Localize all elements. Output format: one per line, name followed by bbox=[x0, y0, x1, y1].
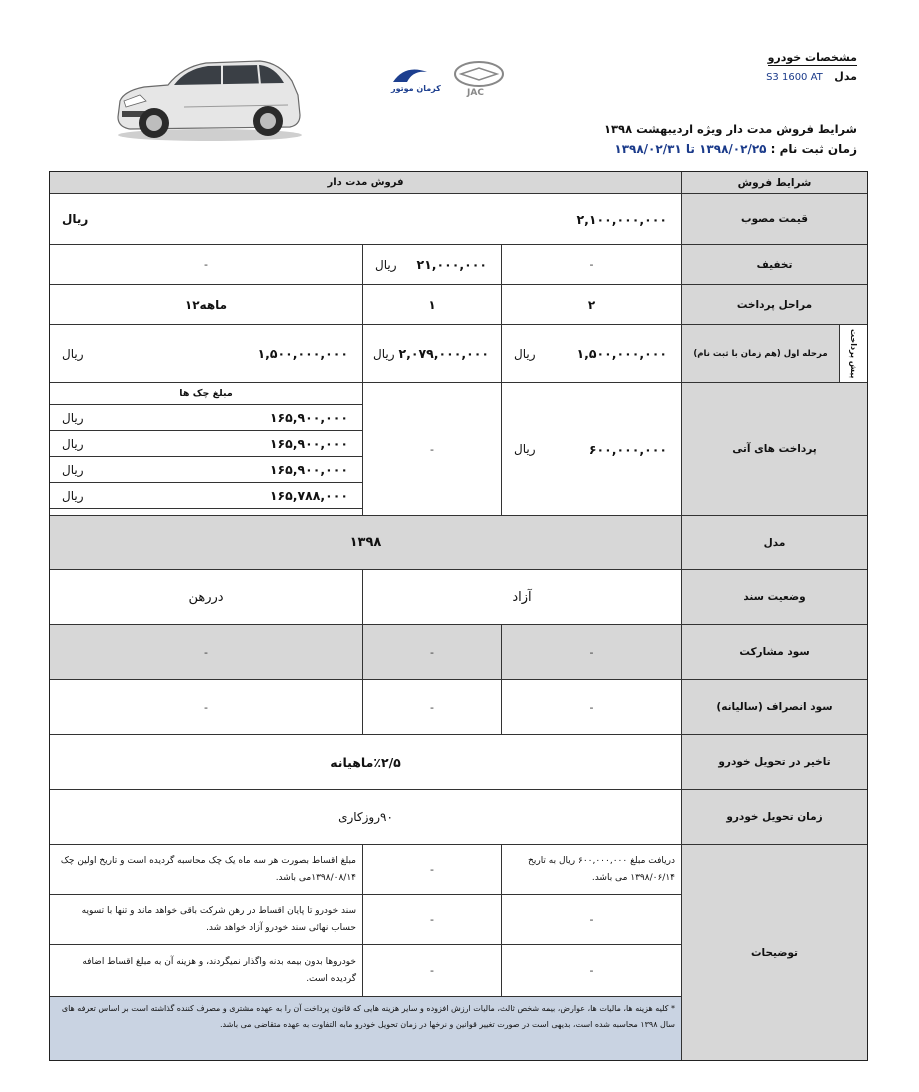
delivery-label: زمان تحویل خودرو bbox=[682, 790, 867, 845]
discount-c2 bbox=[363, 245, 502, 285]
note-1-c3: دریافت مبلغ ۶۰۰,۰۰۰,۰۰۰ ریال به تاریخ ۱۳۹۸/۰۶/۱۴ می باشد. bbox=[502, 845, 682, 895]
discount-c2-currency: ریال bbox=[375, 257, 397, 272]
cheque-row-2 bbox=[50, 431, 363, 457]
cheque-row-3 bbox=[50, 457, 363, 483]
discount-c3: - bbox=[502, 245, 682, 285]
stages-label: مراحل پرداخت bbox=[682, 285, 867, 325]
future-label: پرداخت های آتی bbox=[682, 383, 867, 516]
stages-c3: ۲ bbox=[502, 285, 682, 325]
header-sale-conditions: شرایط فروش bbox=[682, 172, 867, 194]
cheque-row-4 bbox=[50, 483, 363, 509]
sale-conditions-header bbox=[604, 122, 857, 156]
cheque-2-currency: ریال bbox=[62, 436, 84, 451]
brand-logos bbox=[387, 58, 507, 102]
withdrawal-c2: - bbox=[363, 680, 502, 735]
withdrawal-label: سود انصراف (سالیانه) bbox=[682, 680, 867, 735]
first-stage-label: مرحله اول (هم زمان با ثبت نام) bbox=[682, 325, 840, 383]
cheque-2-value: ۱۶۵,۹۰۰,۰۰۰ bbox=[269, 436, 348, 451]
delivery-value: ۹۰روزکاری bbox=[50, 790, 682, 845]
delay-value: ٪۲/۵ماهیانه bbox=[50, 735, 682, 790]
conditions-title: شرایط فروش مدت دار ویژه اردیبهشت ۱۳۹۸ bbox=[604, 122, 857, 136]
withdrawal-c3: - bbox=[502, 680, 682, 735]
spec-header bbox=[766, 46, 857, 83]
participation-label: سود مشارکت bbox=[682, 625, 867, 680]
price-currency: ریال bbox=[62, 212, 89, 226]
discount-label: تخفیف bbox=[682, 245, 867, 285]
first-stage-c3-currency: ریال bbox=[514, 346, 536, 361]
first-stage-c2-currency: ریال bbox=[373, 346, 395, 361]
discount-c1: - bbox=[50, 245, 363, 285]
cheque-1-currency: ریال bbox=[62, 410, 84, 425]
logo-graphics bbox=[387, 58, 507, 102]
delay-label: تاخیر در تحویل خودرو bbox=[682, 735, 867, 790]
first-stage-c1 bbox=[50, 325, 363, 383]
document-c1: دررهن bbox=[50, 570, 363, 625]
document-c2: آزاد bbox=[363, 570, 682, 625]
jac-logo-text: JAC bbox=[467, 88, 484, 98]
future-c2: - bbox=[363, 383, 502, 516]
price-cell bbox=[50, 194, 682, 245]
note-2-c2: - bbox=[363, 895, 502, 945]
stages-c1: ۱۲ماهه bbox=[50, 285, 363, 325]
notes-label: توضیحات bbox=[682, 845, 867, 1060]
discount-c2-value: ۲۱,۰۰۰,۰۰۰ bbox=[416, 257, 487, 272]
footer-note: * کلیه هزینه ها، مالیات ها، عوارض، بیمه شخص ثالث، مالیات ارزش افزوده و سایر هزینه هایی که قانون پرداخت آن را به عهده مشتری و مصرف کننده گذاشته است بر اساس تعرفه های سال ۱۳۹۸ محاسبه شده است، بدیهی است در صورت تغییر قوانین و نرخها در زمان تحویل خودرو مابه التفاوت به عهده متقاضی می باشد. bbox=[50, 997, 682, 1060]
sales-table bbox=[49, 171, 868, 1061]
model-value: S3 1600 AT bbox=[766, 72, 823, 83]
registration-dates: ۱۳۹۸/۰۲/۲۵ تا ۱۳۹۸/۰۲/۳۱ bbox=[614, 142, 767, 156]
spec-title: مشخصات خودرو bbox=[767, 51, 857, 64]
participation-c2: - bbox=[363, 625, 502, 680]
first-stage-c2 bbox=[363, 325, 502, 383]
prepayment-side-label: پیش پرداخت bbox=[849, 328, 858, 379]
note-1-c2: - bbox=[363, 845, 502, 895]
dealer-logo-text: کرمان موتور bbox=[391, 84, 441, 93]
withdrawal-c1: - bbox=[50, 680, 363, 735]
cheques-title: مبلغ چک ها bbox=[50, 383, 363, 405]
note-2-c3: - bbox=[502, 895, 682, 945]
cheque-4-currency: ریال bbox=[62, 488, 84, 503]
note-3-c3: - bbox=[502, 945, 682, 997]
note-3-c2: - bbox=[363, 945, 502, 997]
cheque-1-value: ۱۶۵,۹۰۰,۰۰۰ bbox=[269, 410, 348, 425]
cheque-4-value: ۱۶۵,۷۸۸,۰۰۰ bbox=[269, 488, 348, 503]
model-label: مدل bbox=[834, 70, 857, 83]
future-c3 bbox=[502, 383, 682, 516]
first-stage-c3 bbox=[502, 325, 682, 383]
cheque-3-value: ۱۶۵,۹۰۰,۰۰۰ bbox=[269, 462, 348, 477]
prepayment-side-cell bbox=[840, 325, 867, 383]
note-3-c1: خودروها بدون بیمه بدنه واگذار نمیگردند، و هزینه آن به مبلغ اقساط اضافه گردیده است. bbox=[50, 945, 363, 997]
model-row bbox=[766, 70, 857, 83]
price-value: ۲,۱۰۰,۰۰۰,۰۰۰ bbox=[576, 211, 667, 227]
future-c3-value: ۶۰۰,۰۰۰,۰۰۰ bbox=[588, 441, 667, 457]
model-year-label: مدل bbox=[682, 516, 867, 570]
header-installment-sale: فروش مدت دار bbox=[50, 172, 682, 194]
future-c3-currency: ریال bbox=[514, 442, 536, 456]
cheque-row-1 bbox=[50, 405, 363, 431]
note-2-c1: سند خودرو تا پایان اقساط در رهن شرکت باقی خواهد ماند و تنها با تسویه حساب نهائی سند خودرو آزاد خواهد شد. bbox=[50, 895, 363, 945]
car-image bbox=[110, 55, 306, 143]
first-stage-c1-value: ۱,۵۰۰,۰۰۰,۰۰۰ bbox=[257, 346, 348, 361]
first-stage-c3-value: ۱,۵۰۰,۰۰۰,۰۰۰ bbox=[576, 346, 667, 361]
stages-c2: ۱ bbox=[363, 285, 502, 325]
registration-label: زمان ثبت نام : bbox=[770, 142, 857, 156]
model-year-value: ۱۳۹۸ bbox=[50, 516, 682, 570]
participation-c1: - bbox=[50, 625, 363, 680]
registration-row bbox=[604, 142, 857, 156]
participation-c3: - bbox=[502, 625, 682, 680]
cheque-spacer bbox=[50, 509, 363, 516]
first-stage-c2-value: ۲,۰۷۹,۰۰۰,۰۰۰ bbox=[398, 346, 489, 361]
cheque-3-currency: ریال bbox=[62, 462, 84, 477]
document-label: وضعیت سند bbox=[682, 570, 867, 625]
first-stage-c1-currency: ریال bbox=[62, 346, 84, 361]
note-1-c1: مبلغ اقساط بصورت هر سه ماه یک چک محاسبه گردیده است و تاریخ اولین چک ۱۳۹۸/۰۸/۱۴می باشد. bbox=[50, 845, 363, 895]
price-label: قیمت مصوب bbox=[682, 194, 867, 245]
